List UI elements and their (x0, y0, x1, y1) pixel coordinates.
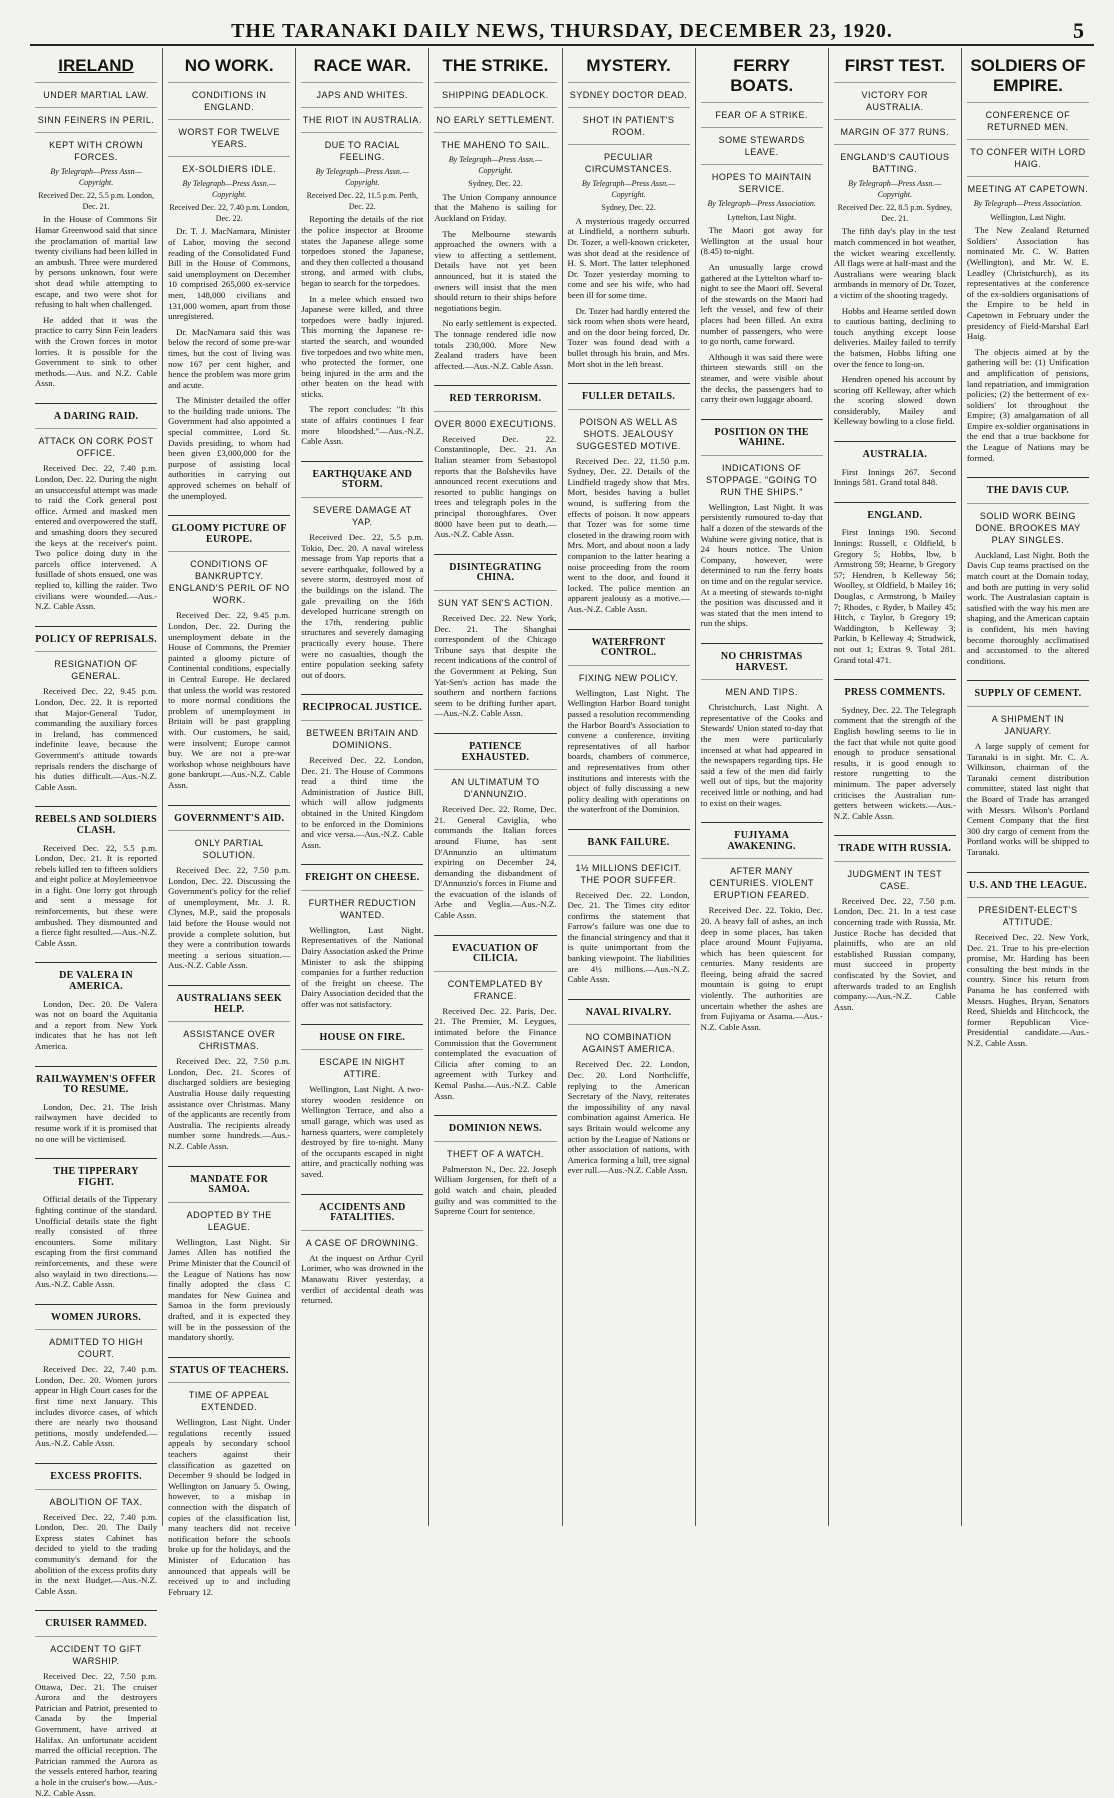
section-text: Received Dec. 22. Paris, Dec. 21. The Premier, M. Leygues, intimated before the Finance Commission that the Government contemplated the evacuation of Cilicia after coming to an agreement with Turkey and Kemal Pasha.—Aus.-N.Z. Cable Assn. (434, 1005, 557, 1101)
article-paragraph: Dr. MacNamara said this was below the record of some pre-war times, but the cost of living was now 167 per cent higher, and hence the problem was more grim and acute. (168, 326, 291, 390)
section-headline: A DARING RAID. (35, 403, 157, 423)
section-headline: TRADE WITH RUSSIA. (834, 835, 956, 855)
section-text: Received Dec. 22. Rome, Dec. 21. General Caviglia, who commands the Italian forces around Fiume, has sent D'Annunzio an ultimatum expiring on December 24, demanding the disbandment of D'Annunzio's forces in Fiume and the evacuation of the islands of Arbe and Veglia.—Aus.-N.Z. Cable Assn. (434, 804, 557, 921)
section-headline: DISINTEGRATING CHINA. (434, 554, 556, 584)
article-paragraph: The fifth day's play in the test match commenced in hot weather, the wicket wearing excellently. All flags were at half-mast and the Australians were wearing black armbands in memory of Dr. Tozer, a victim of the shooting tragedy. (833, 226, 956, 300)
section-headline: RED TERRORISM. (434, 385, 556, 405)
section-subhead: THEFT OF A WATCH. (434, 1141, 556, 1160)
section-text: Wellington, Last Night. Representatives of the National Dairy Association asked the Prime Minister to ask the shipping companies for a further reduction of the freight on cheese. The Dairy Association decided that the offer was not satisfactory. (301, 924, 424, 1010)
article-paragraph: Reporting the details of the riot the police inspector at Broome states the Japanese allege some torpedoes stoned the Japanese, and they then collected a thousand strong, and armed with clubs, began to search for the torpedoes. (301, 214, 424, 288)
dateline: Sydney, Dec. 22. (601, 203, 656, 213)
column-headline: MYSTERY. (586, 56, 671, 75)
section-headline: AUSTRALIANS SEEK HELP. (168, 985, 290, 1015)
column-headline: FERRY BOATS. (730, 56, 794, 95)
column-subhead: THE MAHENO TO SAIL. (434, 132, 556, 151)
section-subhead: MEN AND TIPS. (701, 679, 823, 698)
section-text: Received Dec. 22, 7.50 p.m. London, Dec. 21. Scores of discharged soldiers are besieging Australia House daily requesting assistance over Christmas. Many of the applicants are recently from Australia. The recipients already number some hundreds.—Aus.-N.Z. Cable Assn. (168, 1056, 291, 1151)
section-headline: POSITION ON THE WAHINE. (701, 419, 823, 449)
column-subhead: FEAR OF A STRIKE. (701, 102, 823, 121)
section-subhead: ASSISTANCE OVER CHRISTMAS. (168, 1021, 290, 1052)
section-headline: MANDATE FOR SAMOA. (168, 1166, 290, 1196)
section-subhead: FIXING NEW POLICY. (568, 665, 690, 684)
section-text: Received Dec. 22. London, Dec. 21. The Times city editor confirms the statement that Farrow's failure was one due to the financial stringency and that it is quite unimportant from the banking viewpoint. The liabilities are 4½ millions.—Aus.-N.Z. Cable Assn. (567, 889, 690, 985)
column-subhead: KEPT WITH CROWN FORCES. (35, 132, 157, 163)
section-text: Received Dec. 22, 5.5 p.m. London, Dec. 21. It is reported rebels killed ten to fifteen soldiers and eight police at Moylemeenvoe in a fight. One lorry got through and sent a message for reinforcements, but these were ambushed. They dismounted and a fierce fight resulted.—Aus.-N.Z. Cable Assn. (35, 842, 158, 948)
section-text: Wellington, Last Night. A two-storey wooden residence on Wellington Terrace, and also a small garage, which was used as harness quarters, were completely destroyed by fire to-night. Many of the occupants escaped in night attire, and practically nothing was saved. (301, 1084, 424, 1179)
section-subhead: FURTHER REDUCTION WANTED. (301, 890, 423, 921)
section-text: Received Dec. 22, 7.40 p.m. London, Dec. 22. During the night an unsuccessful attempt was made to raid the Cork general post office. Armed and masked men entered and overpowered the staff, and smashing doors they secured the keys at the receiver's point. Two police doing duty in the parcels office intervened. A fusillade of shots ensued, one was replied to, killing the raider. Two civilians were wounded.—Aus.-N.Z. Cable Assn. (35, 463, 158, 612)
section-text: A large supply of cement for Taranaki is in sight. Mr. C. A. Wilkinson, chairman of the Taranaki cement distribution committee, stated last night that the Board of Trade has arranged with Messrs. Wilson's Portland Cement Company that the first 300 dry cargo of cement from the Portland works will be shipped to Taranaki. (966, 740, 1089, 857)
section-subhead: NO COMBINATION AGAINST AMERICA. (568, 1024, 690, 1055)
section-headline: EVACUATION OF CILICIA. (434, 935, 556, 965)
section-subhead: POISON AS WELL AS SHOTS. JEALOUSY SUGGESTED MOTIVE. (568, 409, 690, 452)
column-subhead: MARGIN OF 377 RUNS. (834, 119, 956, 138)
article-paragraph: The New Zealand Returned Soldiers' Association has nominated Mr. C. W. Batten (Wellington), and Mr. W. E. Leadley (Christchurch), as its representatives at the conference of the ex-soldiers organisations of the Empire to be held in Capetown in February under the presidency of Field-Marshal Earl Haig. (966, 225, 1089, 342)
section-subhead: ONLY PARTIAL SOLUTION. (168, 830, 290, 861)
section-headline: POLICY OF REPRISALS. (35, 626, 157, 646)
column-subhead: VICTORY FOR AUSTRALIA. (834, 82, 956, 113)
byline: By Telegraph—Press Association. (973, 199, 1083, 208)
article-paragraph: In a melee which ensued two Japanese were killed, and three torpedoes were badly injured. This morning the Japanese re-started the search, and wounded five torpedoes and two white men, who protected the former, one being injured in the arm and the other beaten on the head with sticks. (301, 293, 424, 399)
section-text: Wellington, Last Night. Sir James Allen has notified the Prime Minister that the Council of the League of Nations has now finally adopted the class C mandates for New Guinea and Samoa in the form previously drafted, and it is expected they will be in the possession of the mandatory shortly. (168, 1236, 291, 1343)
section-headline: WOMEN JURORS. (35, 1304, 157, 1324)
column-subhead: THE RIOT IN AUSTRALIA. (301, 107, 423, 126)
section-headline: THE TIPPERARY FIGHT. (35, 1158, 157, 1188)
column-subhead: EX-SOLDIERS IDLE. (168, 156, 290, 175)
section-text: Received Dec. 22, 5.5 p.m. Tokio, Dec. 20. A naval wireless message from Yap reports that a severe earthquake, followed by a severe storm, destroyed most of the buildings on the island. The gale prevailing on the 16th developed hurricane strength on the 17th, rendering public structures and severely damaging practically every house. There were no casualties, though the entire population seeking safety out of doors. (301, 532, 424, 680)
article-paragraph: Hobbs and Hearne settled down to cautious batting, declining to touch anything except loose deliveries. Mailey failed to terrify the batsmen, Hobbs lifting one over the fence to long-on. (833, 305, 956, 369)
section-headline: RECIPROCAL JUSTICE. (301, 694, 423, 714)
section-subhead: ESCAPE IN NIGHT ATTIRE. (301, 1049, 423, 1080)
section-subhead: SOLID WORK BEING DONE. BROOKES MAY PLAY SINGLES. (967, 503, 1089, 546)
section-headline: NO CHRISTMAS HARVEST. (701, 643, 823, 673)
dateline: Lyttelton, Last Night. (727, 212, 797, 222)
column-subhead: CONFERENCE OF RETURNED MEN. (967, 102, 1089, 133)
column-subhead: NO EARLY SETTLEMENT. (434, 107, 556, 126)
section-subhead: BETWEEN BRITAIN AND DOMINIONS. (301, 720, 423, 751)
column-headline: SOLDIERS OF EMPIRE. (970, 56, 1086, 95)
section-headline: U.S. AND THE LEAGUE. (967, 872, 1089, 892)
column-subhead: TO CONFER WITH LORD HAIG. (967, 139, 1089, 170)
section-text: Received Dec. 22, 7.40 p.m. London, Dec. 20. Women jurors appear in High Court cases for the first time next January. This includes divorce cases, of which there are nearly two thousand petitions, mostly undefended.—Aus.-N.Z. Cable Assn. (35, 1364, 158, 1449)
section-subhead: AFTER MANY CENTURIES. VIOLENT ERUPTION FEARED. (701, 858, 823, 901)
article-paragraph: The Maori got away for Wellington at the usual hour (8.45) to-night. (700, 225, 823, 257)
column-subhead: JAPS AND WHITES. (301, 82, 423, 101)
section-text: Received Dec. 22. Tokio, Dec. 20. A heavy fall of ashes, an inch deep in some places, has taken place around Mount Fujiyama, which has been quiescent for centuries. Many residents are fleeing, being afraid the sacred mountain is going to erupt violently. The authorities are uncertain whether the ashes are from Fujiyama or Asama.—Aus.-N.Z. Cable Assn. (700, 905, 823, 1032)
masthead-title: THE TARANAKI DAILY NEWS, THURSDAY, DECEMBER 23, 1920. (231, 20, 893, 42)
section-subhead: TIME OF APPEAL EXTENDED. (168, 1382, 290, 1413)
news-column (563, 48, 696, 1526)
section-headline: DE VALERA IN AMERICA. (35, 962, 157, 992)
column-subhead: SHOT IN PATIENT'S ROOM. (568, 107, 690, 138)
column-subhead: HOPES TO MAINTAIN SERVICE. (701, 164, 823, 195)
section-headline: GLOOMY PICTURE OF EUROPE. (168, 515, 290, 545)
section-text: Palmerston N., Dec. 22. Joseph William Jorgensen, for theft of a gold watch and chain, pleaded guilty and was committed to the Supreme Court for sentence. (434, 1163, 557, 1217)
article-paragraph: The Union Company announce that the Maheno is sailing for Auckland on Friday. (434, 191, 557, 223)
section-headline: PATIENCE EXHAUSTED. (434, 733, 556, 763)
section-headline: FULLER DETAILS. (568, 383, 690, 403)
column-subhead: UNDER MARTIAL LAW. (35, 82, 157, 101)
section-subhead: ATTACK ON CORK POST OFFICE. (35, 428, 157, 459)
article-paragraph: The objects aimed at by the gathering will be: (1) Unification and amplification of pensions, land repatriation, and immigration policies; (2) the betterment of ex-soldiers' lot throughout the Empire; (3) amalgamation of all Empire ex-soldier organisations in the end that a true backbone for the League of Nations may be formed. (966, 346, 1089, 463)
section-headline: EARTHQUAKE AND STORM. (301, 461, 423, 491)
section-subhead: ADMITTED TO HIGH COURT. (35, 1329, 157, 1360)
section-subhead: SEVERE DAMAGE AT YAP. (301, 497, 423, 528)
byline: By Telegraph—Press Association. (707, 199, 816, 208)
byline: By Telegraph—Press Assn.—Copyright. (581, 179, 676, 199)
news-column (429, 48, 562, 1526)
section-subhead: CONTEMPLATED BY FRANCE. (434, 971, 556, 1002)
section-subhead: ABOLITION OF TAX. (35, 1489, 157, 1508)
section-text: London, Dec. 20. De Valera was not on board the Aquitania and a report from New York indicates that he has not left America. (35, 998, 158, 1051)
article-paragraph: Hendren opened his account by scoring off Kelleway, after which the scoring slowed down considerably, Mailey and Kelleway bowling to a close field. (833, 374, 956, 427)
news-column (962, 48, 1094, 1526)
section-subhead: A CASE OF DROWNING. (301, 1230, 423, 1249)
column-headline: THE STRIKE. (442, 56, 549, 75)
section-text: Wellington, Last Night. It was persistently rumoured to-day that half a dozen of the stewards of the Wahine were giving notice, that is 24 hours notice. The Union Company, however, were determined to run the ferry boats on time and on the regular service. At a meeting of stewards to-night the position was discussed and it was stated that the men intend to run the ships. (700, 501, 823, 629)
section-text: Received Dec. 22, 7.50 p.m. Ottawa, Dec. 21. The cruiser Aurora and the destroyers Patrician and Patriot, presented to Canada by the Imperial Government, have arrived at Halifax. An unfortunate accident marred the official reception. The Patrician rammed the Aurora as the vessels entered harbor, tearing a hole in the cruiser's bow.—Aus.-N.Z. Cable Assn. (35, 1670, 158, 1798)
section-text: Received Dec. 22, 9.45 p.m. London, Dec. 22. It is reported that Major-General Tudor, commanding the auxiliary forces in Ireland, has commenced indefinite leave, because the Government's attitude towards reprisals renders the discharge of his duties difficult.—Aus.-N.Z. Cable Assn. (35, 686, 158, 792)
article-paragraph: Dr. Tozer had hardly entered the sick room when shots were heard, and on the door being forced, Dr. Tozer was found dead with a bullet through his brain, and Mrs. Mort shot in the left breast. (567, 305, 690, 369)
section-text: Official details of the Tipperary fighting continue of the standard. Unofficial details state the fight really consisted of three encounters. Some military escaping from the first command reinforcements, and these were also waylaid in two directions.—Aus.-N.Z. Cable Assn. (35, 1194, 158, 1290)
section-text: London, Dec. 21. The Irish railwaymen have decided to resume work if it is promised that no one will be victimised. (35, 1101, 158, 1144)
section-subhead: 1½ MILLIONS DEFICIT. THE POOR SUFFER. (568, 855, 690, 886)
column-subhead: SHIPPING DEADLOCK. (434, 82, 556, 101)
section-text: First Innings 190. Second Innings: Russell, c Oldfield, b Gregory 5; Hobbs, lbw, b Armstrong 59; Hearne, b Gregory 57; Hendren, b Kelleway 56; Woolley, st Oldfield, b Mailey 16; Douglas, c Armstrong, b Mailey 7; Rhodes, c Ryder, b Mailey 45; Hitch, c Taylor, b Gregory 19; Waddington, b Kelleway 3; Parkin, b Kelleway 4; Strudwick, not out 1; Extras 9. Total 281. Grand total 471. (833, 527, 956, 665)
section-headline: THE DAVIS CUP. (967, 477, 1089, 497)
section-text: First Innings 267. Second Innings 581. Grand total 848. (833, 466, 956, 488)
article-paragraph: The report concludes: "It this state of affairs continues I fear more bloodshed."—Aus.-N.Z. Cable Assn. (301, 404, 424, 447)
section-subhead: AN ULTIMATUM TO D'ANNUNZIO. (434, 769, 556, 800)
byline: By Telegraph—Press Assn—Copyright. (50, 167, 142, 187)
column-headline: NO WORK. (184, 56, 274, 75)
section-text: Wellington, Last Night. The Wellington Harbor Board tonight passed a resolution recommending the Harbor Board's Association to convene a conference, inviting representatives of all harbor boards, chambers of commerce, and representatives from other institutions and interests with the object of fully discussing a new policy dealing with operations on the waterfront of the Dominion. (567, 687, 690, 815)
section-subhead: INDICATIONS OF STOPPAGE. "GOING TO RUN THE SHIPS." (701, 455, 823, 498)
section-text: Received Dec. 22, 7.40 p.m. London, Dec. 20. The Daily Express states Cabinet has decided to yield to the trading community's demand for the abolition of the excess profits duty in the next Budget.—Aus.-N.Z. Cable Assn. (35, 1511, 158, 1596)
dateline: Received Dec. 22, 5.5 p.m. London, Dec. 21. (38, 191, 154, 211)
section-subhead: OVER 8000 EXECUTIONS. (434, 411, 556, 430)
section-subhead: SUN YAT SEN'S ACTION. (434, 590, 556, 609)
section-text: Received Dec. 22, 9.45 p.m. London, Dec. 22. During the unemployment debate in the House of Commons, the Premier painted a gloomy picture of Continental conditions, especially in Central Europe. He declared that unless the world was restored to more normal conditions the problem of unemployment in Britain will be past grappling with. Our customers, he said, were insolvent; Europe cannot buy. We are not a pre-war workshop whose neighbours have gone bankrupt.—Aus.-N.Z. Cable Assn. (168, 610, 291, 790)
article-paragraph: Although it was said there were thirteen stewards still on the steamer, and were visible about the decks, the passengers had to carry their own luggage aboard. (700, 351, 823, 405)
section-headline: BANK FAILURE. (568, 829, 690, 849)
section-text: Received Dec. 22. Constantinople, Dec. 21. An Italian steamer from Sebastopol reports that the Bolsheviks have announced recent executions and resorted to public hangings on trees and telegraph poles in the principal thoroughfares. Over 8000 have been put to death.—Aus.-N.Z. Cable Assn. (434, 433, 557, 540)
section-headline: FUJIYAMA AWAKENING. (701, 822, 823, 852)
section-text: Sydney, Dec. 22. The Telegraph comment that the strength of the English bowling seems to lie in the fact that while not quite good enough to produce sensational results, it is good enough to restore rungetting to the minimum. The paper adversely criticises the Australian run-getters between wickets.—Aus.-N.Z. Cable Assn. (833, 704, 956, 821)
section-headline: WATERFRONT CONTROL. (568, 629, 690, 659)
page-number: 5 (1073, 18, 1084, 43)
byline: By Telegraph—Press Assn.—Copyright. (315, 167, 409, 187)
dateline: Received Dec. 22, 8.5 p.m. Sydney, Dec. 21. (837, 203, 952, 223)
article-paragraph: A mysterious tragedy occurred at Lindfield, a northern suburb. Dr. Tozer, a well-known cricketer, was shot dead at the residence of H. S. Mort. The latter telephoned Dr. Tozer yesterday morning to come and see his wife, who had been ill for some time. (567, 215, 690, 300)
section-text: Received Dec. 22, 7.50 p.m. London, Dec. 22. Discussing the Government's policy for the relief of unemployment, Mr. J. R. Clynes, M.P., said the proposals laid before the House would not provide a complete solution, but they were a contribution towards meeting a serious situation.—Aus.-N.Z. Cable Assn. (168, 865, 291, 971)
section-text: At the inquest on Arthur Cyril Lorimer, who was drowned in the Manawatu River yesterday, a verdict of accidental death was returned. (301, 1252, 424, 1306)
column-subhead: WORST FOR TWELVE YEARS. (168, 119, 290, 150)
section-headline: HOUSE ON FIRE. (301, 1024, 423, 1044)
section-headline: PRESS COMMENTS. (834, 679, 956, 699)
article-paragraph: No early settlement is expected. The tonnage rendered idle now totals 230,000. More New Zealand traders have been affected.—Aus.-N.Z. Cable Assn. (434, 318, 557, 371)
section-headline: EXCESS PROFITS. (35, 1463, 157, 1483)
news-column (30, 48, 163, 1798)
section-headline: NAVAL RIVALRY. (568, 999, 690, 1019)
masthead (30, 8, 1094, 46)
column-headline: FIRST TEST. (844, 56, 945, 75)
section-headline: RAILWAYMEN'S OFFER TO RESUME. (35, 1066, 157, 1096)
column-subhead: CONDITIONS IN ENGLAND. (168, 82, 290, 113)
dateline: Wellington, Last Night. (990, 212, 1066, 222)
section-headline: ENGLAND. (834, 502, 956, 522)
section-subhead: ADOPTED BY THE LEAGUE. (168, 1202, 290, 1233)
section-text: Wellington, Last Night. Under regulations recently issued appeals by secondary school teachers against their classification as gazetted on December 9 should be lodged in Wellington on January 5. Owing, however, to a mishap in connection with the dispatch of copies of the classification list, many teachers did not receive notification before the schools broke up for the holidays, and the Minister of Education has announced that appeals will be received up to and including February 12. (168, 1417, 291, 1597)
byline: By Telegraph—Press Assn.—Copyright. (848, 179, 942, 199)
dateline: Received Dec. 22, 11.5 p.m. Perth, Dec. 22. (306, 191, 419, 211)
article-paragraph: In the House of Commons Sir Hamar Greenwood said that since the proclamation of martial law twenty civilians had been killed in an ambush. Three were murdered by persons unknown, four were shot dead while attempting to escape, and two were shot for refusing to halt when challenged. (35, 214, 158, 310)
section-headline: REBELS AND SOLDIERS CLASH. (35, 806, 157, 836)
section-text: Received Dec. 22. New York, Dec. 21. The Shanghai correspondent of the Chicago Tribune says that despite the recent indications of the control of the Government at Peking, Sun Yat-Sen's action has made the southern and northern factions seem to be drifting further apart.—Aus.-N.Z. Cable Assn. (434, 613, 557, 719)
section-headline: AUSTRALIA. (834, 441, 956, 461)
news-column (696, 48, 829, 1526)
section-headline: GOVERNMENT'S AID. (168, 805, 290, 825)
news-column (163, 48, 296, 1597)
section-text: Received Dec. 22. New York, Dec. 21. True to his pre-election promise, Mr. Harding has been consulting the best minds in the country. Since his return from Panama he has conferred with Messrs. Hughes, Bryan, Senators Reed, Shields and Hitchcock, the former Republican Vice-Presidential candidate.—Aus.-N.Z. Cable Assn. (966, 932, 1089, 1049)
section-subhead: ACCIDENT TO GIFT WARSHIP. (35, 1636, 157, 1667)
columns-container (30, 48, 1094, 1798)
news-column (296, 48, 429, 1526)
section-subhead: PRESIDENT-ELECT'S ATTITUDE. (967, 897, 1089, 928)
article-paragraph: The Melbourne stewards approached the owners with a view to affecting a settlement. Details have not yet been announced, but it is stated the owners will insist that the men should return to their ships before negotiations begin. (434, 228, 557, 313)
column-subhead: PECULIAR CIRCUMSTANCES. (568, 144, 690, 175)
section-text: Auckland, Last Night. Both the Davis Cup teams practised on the match court at the Domain today, and both are putting in very solid work. The Australasian captain is satisfied with the way his men are shaping, and the American captain is confident, his men having become thoroughly acclimatised and accustomed to the altered conditions. (966, 549, 1089, 666)
section-headline: DOMINION NEWS. (434, 1115, 556, 1135)
byline: By Telegraph—Press Assn.—Copyright. (182, 179, 276, 199)
section-headline: ACCIDENTS AND FATALITIES. (301, 1194, 423, 1224)
column-subhead: MEETING AT CAPETOWN. (967, 176, 1089, 195)
column-subhead: SINN FEINERS IN PERIL. (35, 107, 157, 126)
section-headline: CRUISER RAMMED. (35, 1610, 157, 1630)
section-subhead: RESIGNATION OF GENERAL. (35, 651, 157, 682)
section-subhead: JUDGMENT IN TEST CASE. (834, 861, 956, 892)
column-headline: RACE WAR. (313, 56, 411, 75)
column-subhead: SOME STEWARDS LEAVE. (701, 127, 823, 158)
column-subhead: SYDNEY DOCTOR DEAD. (568, 82, 690, 101)
section-headline: STATUS OF TEACHERS. (168, 1357, 290, 1377)
section-text: Received Dec. 22, 7.50 p.m. London, Dec. 21. In a test case concerning trade with Russia, Mr. Justice Roche has decided that plaintiffs, who are an old established Russian company, must succeed in property confiscated by the Soviet, and afterwards traded to an English company.—Aus.-N.Z. Cable Assn. (833, 895, 956, 1012)
article-paragraph: Dr. T. J. MacNamara, Minister of Labor, moving the second reading of the Consolidated Fund Bill in the House of Commons, said unemployment on December 10 comprised 265,000 ex-service men, 148,000 civilians and 131,000 women, apart from those unregistered. (168, 226, 291, 322)
column-headline: IRELAND (58, 56, 134, 75)
article-paragraph: An unusually large crowd gathered at the Lyttelton wharf to-night to see the Maori off. Several of the stewards on the Maori had left the vessel, and few of their places had been filled. An extra number of passengers, who were to go north, came forward. (700, 261, 823, 347)
section-subhead: CONDITIONS OF BANKRUPTCY. ENGLAND'S PERIL OF NO WORK. (168, 551, 290, 606)
column-subhead: DUE TO RACIAL FEELING. (301, 132, 423, 163)
section-text: Received Dec. 22, 11.50 p.m. Sydney, Dec. 22. Details of the Lindfield tragedy show that Mrs. Mort, besides having a bullet wound, is suffering from the effects of poison. It now appears that Tozer was for some time closeted in the drawing room with Mrs. Mort, and about noon a lady companion to the latter hearing a noise proceeding from the room went to the door, and found it locked. The police mention an apparent jealousy as a motive.—Aus.-N.Z. Cable Assn. (567, 455, 690, 614)
byline: By Telegraph—Press Assn.—Copyright. (448, 155, 543, 175)
section-headline: FREIGHT ON CHEESE. (301, 864, 423, 884)
section-subhead: A SHIPMENT IN JANUARY. (967, 706, 1089, 737)
news-column (829, 48, 962, 1526)
section-headline: SUPPLY OF CEMENT. (967, 680, 1089, 700)
article-paragraph: He added that it was the practice to carry Sinn Fein leaders with the Crown forces in motor lorries. It is possible for the Government to sink to other methods.—Aus. and N.Z. Cable Assn. (35, 314, 158, 389)
dateline: Received Dec. 22, 7.40 p.m. London, Dec. 22. (169, 203, 290, 223)
section-text: Received Dec. 22. London, Dec. 21. The House of Commons read a third time the Administration of Justice Bill, which will allow judgments obtained in the United Kingdom to be enforced in the Dominions and vice versa.—Aus.-N.Z. Cable Assn. (301, 754, 424, 850)
dateline: Sydney, Dec. 22. (468, 179, 523, 189)
article-paragraph: The Minister detailed the offer to the building trade unions. The Government had also appointed a special committee, Lord St. Davids presiding, to whom had been given £3,000,000 for the purpose of assisting local authorities in carrying out approved schemes on behalf of the unemployed. (168, 395, 291, 501)
section-text: Received Dec. 22. London, Dec. 20. Lord Northcliffe, replying to the American Secretary of the Navy, reiterates the impossibility of any naval combination against America. He says Britain would welcome any action by the League of Nations or other association of nations, with America forming a lull, tree signal ever rull.—Aus.-N.Z. Cable Assn. (567, 1059, 690, 1176)
section-text: Christchurch, Last Night. A representative of the Cooks and Stewards' Union stated to-day that the men were particularly incensed at what had appeared in the newspapers regarding tips. He said a few of the men did fairly well out of tips, but the majority received little or nothing, and had to exist on their wages. (700, 702, 823, 808)
column-subhead: ENGLAND'S CAUTIOUS BATTING. (834, 144, 956, 175)
